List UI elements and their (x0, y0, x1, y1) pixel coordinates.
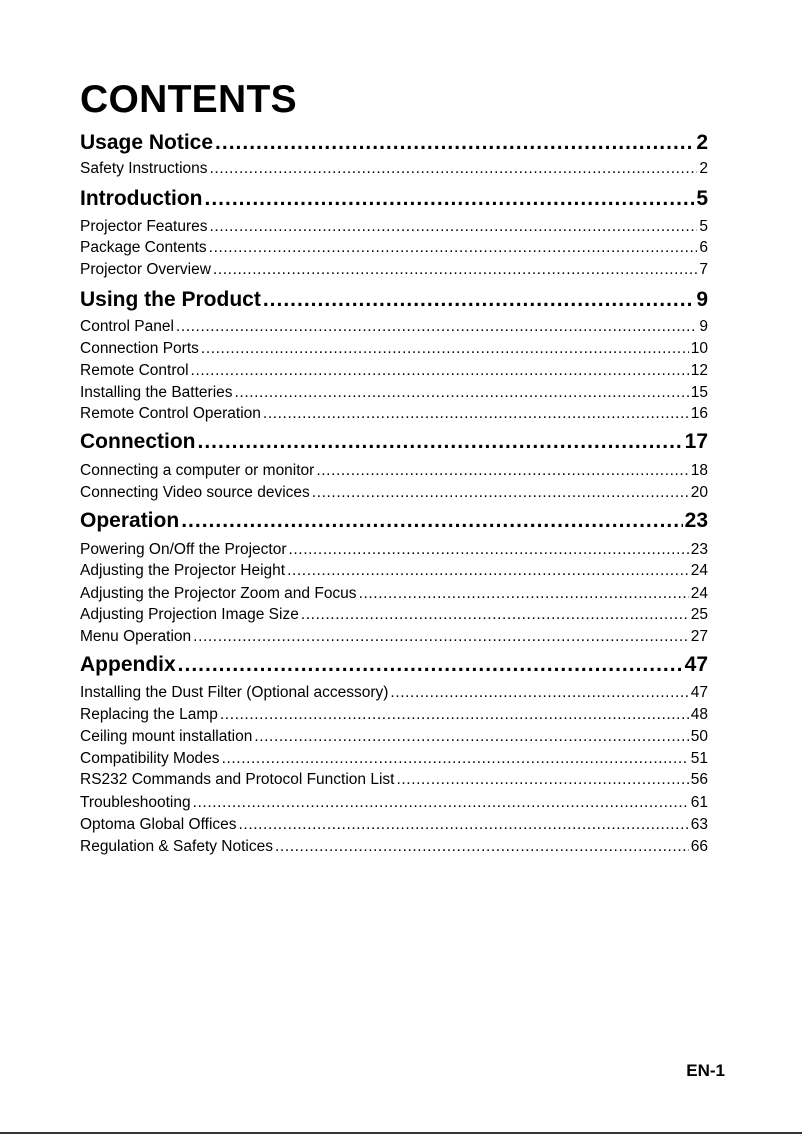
toc-entry-label: Troubleshooting (80, 794, 191, 811)
toc-section-entry[interactable] (80, 239, 708, 257)
dot-leader (181, 509, 682, 533)
toc-section-entry[interactable] (80, 562, 708, 580)
dot-leader (220, 706, 689, 724)
toc-entry-page: 50 (690, 728, 708, 745)
toc-entry-page: 16 (690, 405, 708, 422)
toc-entry-label: Safety Instructions (80, 160, 208, 177)
toc-section-entry[interactable] (80, 816, 708, 834)
toc-entry-label: RS232 Commands and Protocol Function List (80, 771, 395, 788)
toc-entry-page: 12 (690, 362, 708, 379)
toc-entry-page: 9 (696, 288, 708, 311)
toc-section-entry[interactable] (80, 462, 708, 480)
toc-chapter-entry[interactable] (80, 187, 708, 211)
toc-entry-label: Using the Product (80, 288, 261, 311)
toc-entry-page: 56 (690, 771, 708, 788)
toc-entry-page: 10 (690, 340, 708, 357)
toc-entry-label: Regulation & Safety Notices (80, 838, 273, 855)
dot-leader (209, 239, 698, 257)
toc-entry-page: 47 (684, 653, 708, 676)
toc-entry-label: Projector Overview (80, 261, 211, 278)
toc-section-entry[interactable] (80, 405, 708, 423)
toc-entry-page: 24 (690, 585, 708, 602)
toc-section-entry[interactable] (80, 628, 708, 646)
dot-leader (213, 261, 697, 279)
toc-section-entry[interactable] (80, 771, 708, 789)
toc-entry-page: 24 (690, 562, 708, 579)
toc-section-entry[interactable] (80, 218, 708, 236)
bottom-rule (0, 1132, 802, 1134)
toc-entry-label: Installing the Batteries (80, 384, 233, 401)
dot-leader (215, 131, 694, 155)
dot-leader (201, 340, 689, 358)
toc-section-entry[interactable] (80, 261, 708, 279)
toc-section-entry[interactable] (80, 838, 708, 856)
toc-entry-page: 2 (699, 160, 708, 177)
dot-leader (193, 794, 689, 812)
toc-entry-page: 23 (684, 509, 708, 532)
toc-section-entry[interactable] (80, 750, 708, 768)
toc-section-entry[interactable] (80, 606, 708, 624)
toc-entry-label: Appendix (80, 653, 176, 676)
toc-entry-label: Operation (80, 509, 180, 532)
toc-entry-label: Installing the Dust Filter (Optional accessory) (80, 684, 389, 701)
toc-entry-label: Adjusting Projection Image Size (80, 606, 299, 623)
toc-entry-page: 15 (690, 384, 708, 401)
toc-section-entry[interactable] (80, 160, 708, 178)
toc-entry-label: Control Panel (80, 318, 174, 335)
toc-entry-label: Connection Ports (80, 340, 199, 357)
toc-entry-label: Remote Control Operation (80, 405, 261, 422)
dot-leader (210, 160, 698, 178)
page-number: EN-1 (686, 1061, 725, 1080)
dot-leader (222, 750, 689, 768)
toc-entry-page: 7 (699, 261, 708, 278)
toc-entry-page: 9 (699, 318, 708, 335)
dot-leader (301, 606, 689, 624)
dot-leader (396, 771, 688, 789)
toc-section-entry[interactable] (80, 362, 708, 380)
toc-entry-label: Package Contents (80, 239, 207, 256)
toc-chapter-entry[interactable] (80, 288, 708, 312)
toc-section-entry[interactable] (80, 484, 708, 502)
dot-leader (287, 562, 689, 580)
page-title: CONTENTS (80, 78, 297, 121)
dot-leader (254, 728, 688, 746)
toc-entry-label: Connection (80, 430, 196, 453)
toc-entry-label: Optoma Global Offices (80, 816, 237, 833)
dot-leader (191, 362, 689, 380)
toc-entry-page: 25 (690, 606, 708, 623)
toc-entry-page: 5 (699, 218, 708, 235)
toc-entry-label: Adjusting the Projector Zoom and Focus (80, 585, 357, 602)
toc-entry-page: 2 (696, 131, 708, 154)
toc-chapter-entry[interactable] (80, 430, 708, 454)
dot-leader (176, 318, 697, 336)
toc-entry-page: 17 (684, 430, 708, 453)
toc-entry-page: 20 (690, 484, 708, 501)
toc-chapter-entry[interactable] (80, 131, 708, 155)
dot-leader (263, 288, 694, 312)
dot-leader (235, 384, 689, 402)
toc-entry-page: 47 (690, 684, 708, 701)
toc-entry-page: 61 (690, 794, 708, 811)
toc-entry-page: 18 (690, 462, 708, 479)
toc-entry-label: Introduction (80, 187, 203, 210)
toc-entry-label: Compatibility Modes (80, 750, 220, 767)
toc-entry-page: 48 (690, 706, 708, 723)
dot-leader (210, 218, 698, 236)
toc-entry-label: Remote Control (80, 362, 189, 379)
toc-section-entry[interactable] (80, 340, 708, 358)
toc-entry-page: 27 (690, 628, 708, 645)
dot-leader (263, 405, 689, 423)
toc-section-entry[interactable] (80, 706, 708, 724)
toc-chapter-entry[interactable] (80, 509, 708, 533)
dot-leader (390, 684, 688, 702)
toc-section-entry[interactable] (80, 541, 708, 559)
toc-entry-page: 23 (690, 541, 708, 558)
toc-section-entry[interactable] (80, 794, 708, 812)
dot-leader (204, 187, 694, 211)
toc-entry-page: 66 (690, 838, 708, 855)
toc-entry-page: 51 (690, 750, 708, 767)
toc-section-entry[interactable] (80, 318, 708, 336)
toc-section-entry[interactable] (80, 585, 708, 603)
toc-entry-page: 6 (699, 239, 708, 256)
toc-entry-label: Powering On/Off the Projector (80, 541, 287, 558)
dot-leader (312, 484, 689, 502)
dot-leader (275, 838, 689, 856)
toc-entry-label: Ceiling mount installation (80, 728, 253, 745)
toc-entry-page: 5 (696, 187, 708, 210)
dot-leader (239, 816, 689, 834)
toc-entry-label: Connecting a computer or monitor (80, 462, 315, 479)
toc-entry-label: Menu Operation (80, 628, 192, 645)
toc-entry-label: Connecting Video source devices (80, 484, 310, 501)
dot-leader (359, 585, 689, 603)
toc-entry-label: Adjusting the Projector Height (80, 562, 286, 579)
toc-entry-label: Usage Notice (80, 131, 214, 154)
dot-leader (178, 653, 683, 677)
toc-entry-page: 63 (690, 816, 708, 833)
dot-leader (198, 430, 683, 454)
dot-leader (288, 541, 688, 559)
toc-section-entry[interactable] (80, 384, 708, 402)
dot-leader (316, 462, 688, 480)
toc-section-entry[interactable] (80, 728, 708, 746)
toc-entry-label: Replacing the Lamp (80, 706, 218, 723)
toc-entry-label: Projector Features (80, 218, 208, 235)
dot-leader (193, 628, 689, 646)
toc-chapter-entry[interactable] (80, 653, 708, 677)
toc-section-entry[interactable] (80, 684, 708, 702)
